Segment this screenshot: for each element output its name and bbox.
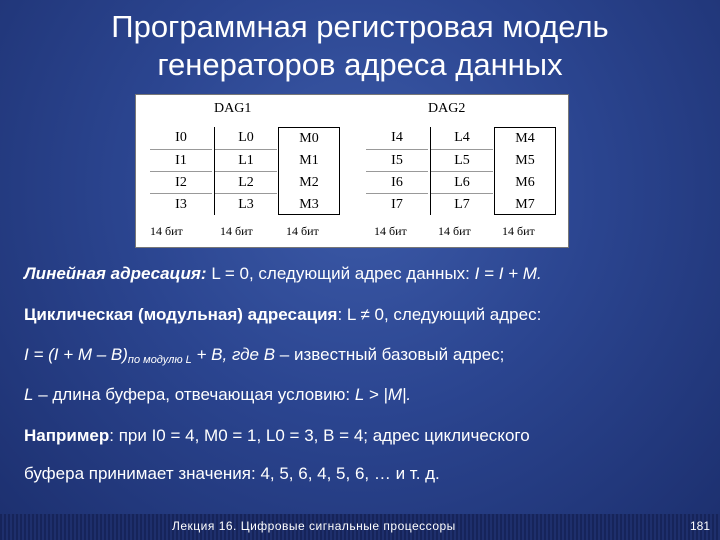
length-condition: L > |M|.: [354, 385, 412, 404]
register-cell: L5: [431, 149, 493, 172]
register-cell: M4: [515, 131, 535, 146]
register-column-l0-l3: [214, 127, 277, 215]
register-cell: L1: [215, 149, 277, 172]
register-cell: I4: [391, 130, 403, 145]
slide-title: [0, 8, 720, 84]
register-cell: M5: [515, 153, 535, 168]
dag2-label: DAG2: [428, 101, 466, 116]
register-cell: M0: [299, 131, 319, 146]
register-cell: I0: [175, 130, 187, 145]
title-line-1: Программная регистровая модель: [111, 9, 609, 44]
register-cell: I7: [366, 193, 428, 216]
register-column-i0-i3: [150, 127, 212, 215]
length-description: – длина буфера, отвечающая условию:: [33, 385, 355, 404]
bit-width-label: 14 бит: [438, 224, 471, 238]
example-desc: : при I0 = 4, M0 = 1, L0 = 3, B = 4; адрес циклического: [109, 426, 530, 445]
linear-addressing-formula: I = I + M.: [474, 264, 542, 283]
circular-formula-text: [24, 344, 504, 371]
register-cell: L4: [454, 130, 470, 145]
register-cell: M2: [299, 175, 319, 190]
register-column-m0-m3: [278, 127, 340, 215]
circular-addressing-desc: : L ≠ 0, следующий адрес:: [337, 305, 542, 324]
register-column-m4-m7: [494, 127, 556, 215]
register-cell: I5: [366, 149, 428, 172]
title-line-2: генераторов адреса данных: [157, 47, 563, 82]
base-variable: B: [263, 345, 276, 364]
example-text: [24, 425, 530, 447]
register-cell: I3: [150, 193, 212, 216]
circular-addressing-text: [24, 304, 541, 326]
bit-width-label: 14 бит: [220, 224, 253, 238]
bit-width-label: 14 бит: [286, 224, 319, 238]
register-cell: M1: [299, 153, 319, 168]
linear-addressing-desc: L = 0, следующий адрес данных:: [206, 264, 475, 283]
register-cell: I2: [150, 171, 212, 194]
register-column-l4-l7: [430, 127, 493, 215]
bit-width-label: 14 бит: [502, 224, 535, 238]
footer-bar: [0, 514, 720, 540]
circular-formula: I = (I + M – B): [24, 345, 128, 364]
linear-addressing-term: Линейная адресация:: [24, 264, 207, 283]
example-values-text: буфера принимает значения: 4, 5, 6, 4, 5, 6, … и т. д.: [24, 464, 440, 483]
register-cell: L6: [431, 171, 493, 194]
register-cell: M3: [299, 197, 319, 212]
bit-width-label: 14 бит: [150, 224, 183, 238]
base-description: – известный базовый адрес;: [275, 345, 505, 364]
lecture-title: Лекция 16. Цифровые сигнальные процессоры: [172, 519, 456, 533]
formula-tail: + B, где: [191, 345, 264, 364]
register-column-i4-i7: [366, 127, 428, 215]
register-cell: I6: [366, 171, 428, 194]
modulo-subscript: по модулю L: [127, 354, 192, 366]
register-cell: I1: [150, 149, 212, 172]
page-number: 181: [689, 519, 710, 533]
linear-addressing-text: [24, 263, 542, 285]
register-cell: L3: [215, 193, 277, 216]
register-cell: M7: [515, 197, 535, 212]
dag1-label: DAG1: [214, 101, 252, 116]
bit-width-label: 14 бит: [374, 224, 407, 238]
example-term: Например: [24, 426, 110, 445]
register-cell: L2: [215, 171, 277, 194]
length-variable: L: [24, 385, 34, 404]
circular-addressing-term: Циклическая (модульная) адресация: [24, 305, 338, 324]
register-cell: M6: [515, 175, 535, 190]
register-cell: L0: [238, 130, 254, 145]
register-model-figure: [135, 94, 569, 248]
buffer-length-text: [24, 384, 411, 406]
register-cell: L7: [431, 193, 493, 216]
